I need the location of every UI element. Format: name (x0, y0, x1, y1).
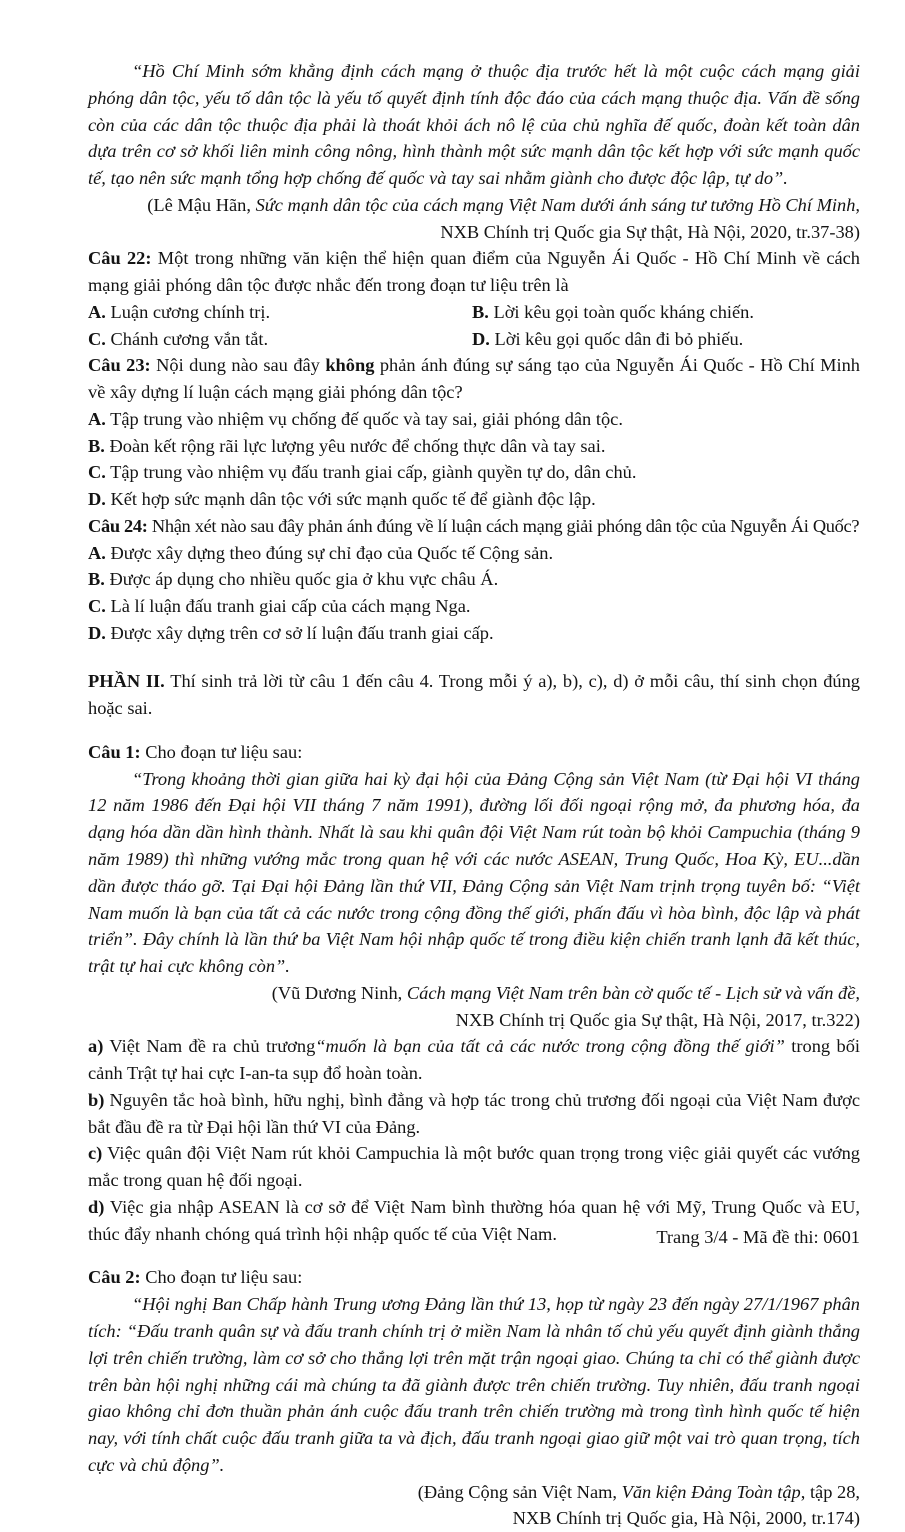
part-2-label: PHẦN II. (88, 671, 165, 692)
page-footer: Trang 3/4 - Mã đề thi: 0601 (656, 1227, 860, 1248)
question-22-label: Câu 22: (88, 248, 152, 269)
spacer (88, 1247, 860, 1264)
question-23-stem (88, 352, 860, 406)
p2-question-2-stem (88, 1264, 860, 1291)
citation-title: Văn kiện Đảng Toàn tập (621, 1481, 801, 1502)
question-24-label: Câu 24: (88, 515, 148, 536)
option-key: D. (88, 622, 106, 643)
question-24-stem (88, 513, 860, 540)
p2-question-2-text: Cho đoạn tư liệu sau: (140, 1267, 303, 1288)
citation-title: Cách mạng Việt Nam trên bàn cờ quốc tế - Lịch sử và vấn đề, (406, 982, 860, 1003)
option-key: B. (88, 435, 105, 456)
item-key: b) (88, 1089, 105, 1110)
question-22-option-c[interactable] (88, 326, 472, 353)
option-text: Lời kêu gọi toàn quốc kháng chiến. (488, 301, 754, 322)
p2-question-1-citation-line-2: NXB Chính trị Quốc gia Sự thật, Hà Nội, 2017, tr.322) (455, 1009, 860, 1030)
question-23-option-c[interactable] (88, 459, 860, 486)
item-key: d) (88, 1196, 105, 1217)
option-text: Lời kêu gọi quốc dân đi bỏ phiếu. (489, 328, 744, 349)
option-text: Tập trung vào nhiệm vụ đấu tranh giai cấp, giành quyền tự do, dân chủ. (105, 462, 637, 483)
option-key: B. (472, 301, 489, 322)
option-key: C. (88, 328, 106, 349)
p2-question-1-text: Cho đoạn tư liệu sau: (140, 741, 303, 762)
item-key: a) (88, 1036, 104, 1057)
p2-question-1-stem (88, 739, 860, 766)
item-text-before: Việt Nam đề ra chủ trương (103, 1036, 316, 1057)
question-24-option-d[interactable] (88, 620, 860, 647)
question-22-option-a[interactable] (88, 299, 472, 326)
question-23-option-b[interactable] (88, 433, 860, 460)
option-text: Chánh cương vắn tắt. (105, 328, 269, 349)
option-text: Được xây dựng theo đúng sự chỉ đạo của Quốc tế Cộng sản. (105, 542, 554, 563)
citation-volume: , tập 28, (800, 1481, 860, 1502)
item-text-before: Nguyên tắc hoà bình, hữu nghị, bình đẳng và hợp tác trong chủ trương đối ngoại của Việt Nam được bắt đầu đề ra từ Đại hội lần thứ VI của Đảng. (88, 1089, 860, 1137)
page-content (88, 58, 860, 1532)
option-text: Tập trung vào nhiệm vụ chống đế quốc và tay sai, giải phóng dân tộc. (105, 408, 623, 429)
option-key: B. (88, 569, 105, 590)
citation-author: (Lê Mậu Hãn, (147, 194, 256, 215)
option-text: Được áp dụng cho nhiều quốc gia ở khu vực châu Á. (104, 569, 499, 590)
question-24-option-a[interactable] (88, 540, 860, 567)
p2-question-1-excerpt: “Trong khoảng thời gian giữa hai kỳ đại hội của Đảng Cộng sản Việt Nam (từ Đại hội VI tháng 12 năm 1986 đến Đại hội VII tháng 7 năm 1991), đường lối đối ngoại rộng mở, đa phương hóa, đa dạng hóa dần dần hình thành. Nhất là sau khi quân đội Việt Nam rút toàn bộ khỏi Campuchia (tháng 9 năm 1989) thì những vướng mắc trong quan hệ với các nước ASEAN, Trung Quốc, Hoa Kỳ, EU...dần dần được tháo gỡ. Tại Đại hội Đảng lần thứ VII, Đảng Cộng sản Việt Nam trịnh trọng tuyên bố: “Việt Nam muốn là bạn của tất cả các nước trong cộng đồng thế giới, phấn đấu vì hòa bình, độc lập và phát triển”. Đây chính là lần thứ ba Việt Nam hội nhập quốc tế trong điều kiện chiến tranh lạnh đã kết thúc, trật tự hai cực không còn”. (88, 768, 860, 977)
item-text-before: Việc quân đội Việt Nam rút khỏi Campuchia là một bước quan trọng trong việc giải quyết các vướng mắc trong quan hệ đối ngoại. (88, 1143, 860, 1191)
option-text: Kết hợp sức mạnh dân tộc với sức mạnh quốc tế để giành độc lập. (105, 489, 596, 510)
excerpt-1-citation-line-2: NXB Chính trị Quốc gia Sự thật, Hà Nội, 2020, tr.37-38) (440, 221, 860, 242)
option-text: Được xây dựng trên cơ sở lí luận đấu tranh giai cấp. (105, 622, 494, 643)
p2-question-1-label: Câu 1: (88, 741, 141, 762)
item-key: c) (88, 1143, 103, 1164)
question-22-stem (88, 245, 860, 299)
option-key: A. (88, 408, 106, 429)
question-23-label: Câu 23: (88, 355, 151, 376)
option-key: A. (88, 542, 106, 563)
option-key: C. (88, 462, 106, 483)
question-22-option-d[interactable] (472, 326, 860, 353)
item-text-before: Việc gia nhập ASEAN là cơ sở để Việt Nam bình thường hóa quan hệ với Mỹ, Trung Quốc và EU, thúc đẩy nhanh chóng quá trình hội nhập quốc tế của Việt Nam. (88, 1196, 860, 1244)
question-22-option-b[interactable] (472, 299, 860, 326)
excerpt-1-body: “Hồ Chí Minh sớm khẳng định cách mạng ở thuộc địa trước hết là một cuộc cách mạng giải phóng dân tộc, yếu tố dân tộc là yếu tố quyết định tính độc đáo của cách mạng thuộc địa. Vấn đề sống còn của các dân tộc thuộc địa phải là thoát khỏi ách nô lệ của chủ nghĩa đế quốc, đoàn kết toàn dân dựa trên cơ sở khối liên minh công nông, hình thành một sức mạnh dân tộc kết hợp với sức mạnh quốc tế, tạo nên sức mạnh tổng hợp chống đế quốc và tay sai nhằm giành cho được độc lập, tự do”. (88, 61, 860, 189)
option-key: D. (472, 328, 490, 349)
option-text: Luận cương chính trị. (105, 301, 271, 322)
option-key: A. (88, 301, 106, 322)
option-text: Đoàn kết rộng rãi lực lượng yêu nước để chống thực dân và tay sai. (104, 435, 606, 456)
part-2-heading (88, 668, 860, 722)
question-23-text-part-1: Nội dung nào sau đây (150, 355, 326, 376)
question-22-options-row-2 (88, 326, 860, 353)
spacer (88, 646, 860, 668)
p2-question-2-citation-line-1 (88, 1479, 860, 1506)
question-24-text: Nhận xét nào sau đây phản ánh đúng về lí luận cách mạng giải phóng dân tộc của Nguyễn Ái Quốc? (147, 515, 860, 536)
part-2-instruction: Thí sinh trả lời từ câu 1 đến câu 4. Trong mỗi ý a), b), c), d) ở mỗi câu, thí sinh chọn đúng hoặc sai. (88, 671, 860, 719)
p2-question-1-item-c[interactable] (88, 1140, 860, 1194)
question-23-text-part-2: phản ánh đúng sự sáng tạo của Nguyễn Ái Quốc - Hồ Chí Minh về xây dựng lí luận cách mạng giải phóng dân tộc? (88, 355, 860, 403)
item-text-quote: “muốn là bạn của tất cả các nước trong cộng đồng thế giới” (315, 1036, 785, 1057)
question-24-option-b[interactable] (88, 566, 860, 593)
spacer (88, 722, 860, 739)
item-text-after: trong bối cảnh Trật tự hai cực I-an-ta sụp đổ hoàn toàn. (88, 1036, 860, 1084)
p2-question-2-citation-line-2: NXB Chính trị Quốc gia, Hà Nội, 2000, tr.174) (512, 1508, 860, 1529)
question-23-emphasis: không (325, 355, 375, 376)
option-key: D. (88, 489, 106, 510)
p2-question-2-label: Câu 2: (88, 1267, 141, 1288)
citation-author: (Vũ Dương Ninh, (271, 982, 407, 1003)
p2-question-1-item-b[interactable] (88, 1087, 860, 1141)
question-22-options-row-1 (88, 299, 860, 326)
question-24-option-c[interactable] (88, 593, 860, 620)
question-23-option-a[interactable] (88, 406, 860, 433)
option-text: Là lí luận đấu tranh giai cấp của cách mạng Nga. (105, 595, 471, 616)
excerpt-1-citation-line-1 (88, 192, 860, 219)
citation-author: (Đảng Cộng sản Việt Nam, (417, 1481, 622, 1502)
citation-title: Sức mạnh dân tộc của cách mạng Việt Nam dưới ánh sáng tư tưởng Hồ Chí Minh, (255, 194, 860, 215)
p2-question-1-item-a[interactable] (88, 1033, 860, 1087)
p2-question-1-citation-line-1 (88, 980, 860, 1007)
option-key: C. (88, 595, 106, 616)
p2-question-2-excerpt: “Hội nghị Ban Chấp hành Trung ương Đảng lần thứ 13, họp từ ngày 23 đến ngày 27/1/1967 phân tích: “Đấu tranh quân sự và đấu tranh chính trị ở miền Nam là nhân tố chủ yếu quyết định giành thắng lợi trên chiến trường, làm cơ sở cho thắng lợi trên mặt trận ngoại giao. Chúng ta chỉ có thể giành được trên bàn hội nghị những cái mà chúng ta đã giành được trên chiến trường. Tuy nhiên, đấu tranh ngoại giao không chỉ đơn thuần phản ánh cuộc đấu tranh trên chiến trường mà trong tình hình quốc tế hiện nay, với tính chất cuộc đấu tranh giữa ta và địch, đấu tranh ngoại giao giữ một vai trò quan trọng, tích cực và chủ động”. (88, 1294, 860, 1475)
question-23-option-d[interactable] (88, 486, 860, 513)
question-22-text: Một trong những văn kiện thể hiện quan điểm của Nguyễn Ái Quốc - Hồ Chí Minh về cách mạng giải phóng dân tộc được nhắc đến trong đoạn tư liệu trên là (88, 248, 861, 296)
